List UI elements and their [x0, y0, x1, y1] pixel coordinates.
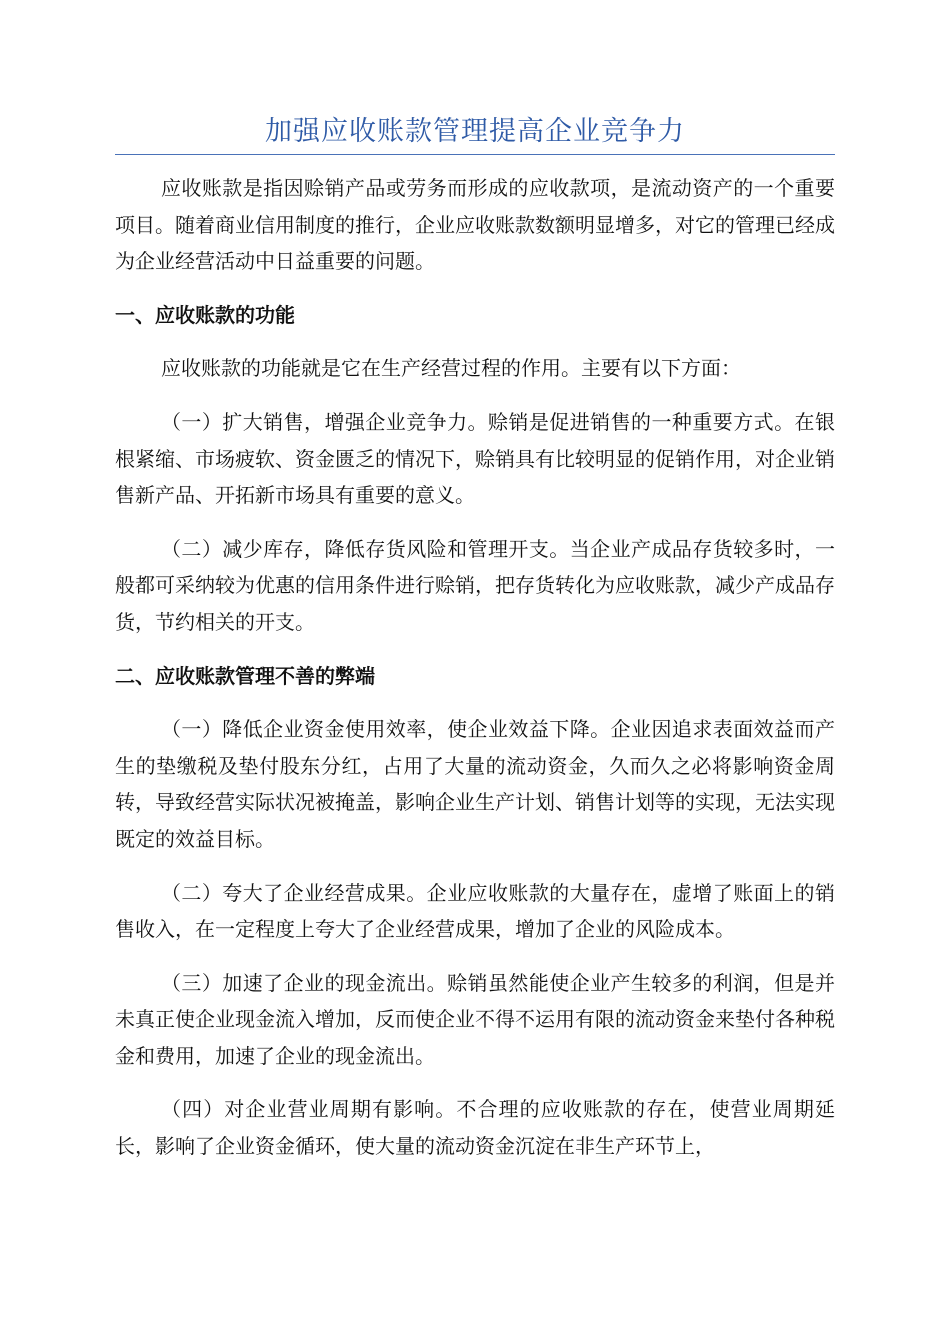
title-underline — [115, 154, 835, 155]
body-paragraph: （四）对企业营业周期有影响。不合理的应收账款的存在，使营业周期延长，影响了企业资金循环，使大量的流动资金沉淀在非生产环节上， — [115, 1097, 835, 1159]
body-paragraph: （一）扩大销售，增强企业竞争力。赊销是促进销售的一种重要方式。在银根紧缩、市场疲软、资金匮乏的情况下，赊销具有比较明显的促销作用，对企业销售新产品、开拓新市场具有重要的意义。 — [115, 409, 835, 508]
section-heading: 二、应收账款管理不善的弊端 — [115, 663, 375, 688]
body-paragraph: （三）加速了企业的现金流出。赊销虽然能使企业产生较多的利润，但是并未真正使企业现金流入增加，反而使企业不得不运用有限的流动资金来垫付各种税金和费用，加速了企业的现金流出。 — [115, 970, 835, 1068]
body-paragraph: （二）减少库存，降低存货风险和管理开支。当企业产成品存货较多时，一般都可采纳较为优惠的信用条件进行赊销，把存货转化为应收账款，减少产成品存货，节约相关的开支。 — [115, 536, 835, 634]
intro-paragraph: 应收账款是指因赊销产品或劳务而形成的应收款项，是流动资产的一个重要项目。随着商业信用制度的推行，企业应收账款数额明显增多，对它的管理已经成为企业经营活动中日益重要的问题。 — [115, 176, 835, 274]
body-paragraph: 应收账款的功能就是它在生产经营过程的作用。主要有以下方面： — [161, 356, 741, 381]
document-body — [115, 170, 835, 1182]
body-paragraph: （一）降低企业资金使用效率，使企业效益下降。企业因追求表面效益而产生的垫缴税及垫付股东分红，占用了大量的流动资金，久而久之必将影响资金周转，导致经营实际状况被掩盖，影响企业生产计划、销售计划等的实现，无法实现既定的效益目标。 — [115, 717, 835, 851]
body-paragraph: （二）夸大了企业经营成果。企业应收账款的大量存在，虚增了账面上的销售收入，在一定程度上夸大了企业经营成果，增加了企业的风险成本。 — [115, 880, 835, 942]
section-heading: 一、应收账款的功能 — [115, 302, 295, 327]
document-title: 加强应收账款管理提高企业竞争力 — [265, 116, 685, 147]
